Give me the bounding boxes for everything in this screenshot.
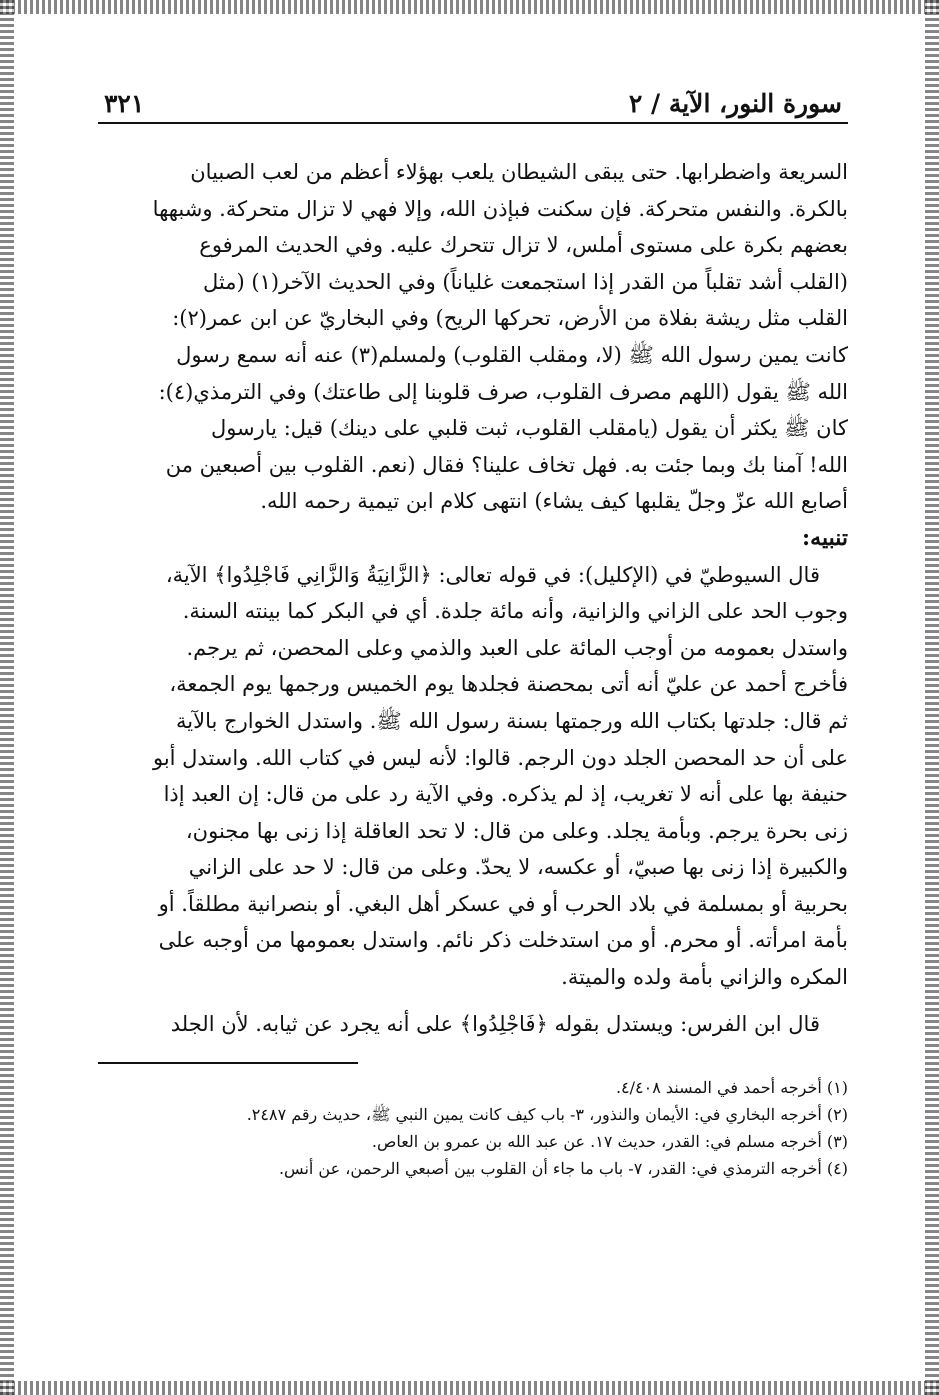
text-line: زنى بحرة يرجم. وبأمة يجلد. وعلى من قال: لا تحد العاقلة إذا زنى بها مجنون، — [185, 818, 848, 843]
footnote: (٣) أخرجه مسلم في: القدر، حديث ١٧. عن عبد الله بن عمرو بن العاص. — [371, 1132, 848, 1152]
text-line: الله ﷺ يقول (اللهم مصرف القلوب، صرف قلوبنا إلى طاعتك) وفي الترمذي(٤): — [158, 379, 848, 404]
page-number: ٣٢١ — [104, 89, 145, 118]
running-header — [98, 78, 848, 124]
text-line: قال السيوطيّ في (الإكليل): في قوله تعالى: ﴿الزَّانِيَةُ وَالزَّانِي فَاجْلِدُوا﴾ الآية، — [165, 562, 820, 587]
text-line: فأخرج أحمد عن عليّ أنه أتى بمحصنة فجلدها يوم الخميس ورجمها يوم الجمعة، — [169, 672, 848, 697]
footnotes — [98, 1074, 848, 1182]
text-line: القلب مثل ريشة بفلاة من الأرض، تحركها الريح) وفي البخاريّ عن ابن عمر(٢): — [172, 306, 848, 331]
page-border-top — [0, 0, 939, 14]
section-heading: تنبيه: — [802, 524, 848, 551]
text-line: والكبيرة إذا زنى بها صبيّ، أو عكسه، لا يحدّ. وعلى من قال: لا حد على الزاني — [188, 855, 848, 880]
text-line: واستدل بعمومه من أوجب المائة على العبد والذمي وعلى المحصن، ثم يرجم. — [186, 635, 848, 660]
text-line: كان ﷺ يكثر أن يقول (يامقلب القلوب، ثبت قلبي على دينك) قيل: يارسول — [210, 416, 848, 441]
text-line: بأمة امرأته. أو محرم. أو من استدخلت ذكر نائم. واستدل بعمومها من أوجبه على — [158, 928, 848, 953]
text-line: حنيفة بها على أنه لا تغريب، إذ لم يذكره. وفي الآية رد على من قال: إن العبد إذا — [163, 782, 848, 807]
text-line: كانت يمين رسول الله ﷺ (لا، ومقلب القلوب) ولمسلم(٣) عنه أنه سمع رسول — [176, 342, 848, 367]
text-line: الله! آمنا بك وبما جئت به. فهل تخاف علينا؟ فقال (نعم. القلوب بين أصبعين من — [165, 452, 848, 477]
text-line: السريعة واضطرابها. حتى يبقى الشيطان يلعب بهؤلاء أعظم من لعب الصبيان — [190, 160, 848, 184]
text-line: (القلب أشد تقلباً من القدر إذا استجمعت غلياناً) وفي الحديث الآخر(١) (مثل — [203, 269, 848, 294]
page-border-left — [0, 0, 14, 1395]
page-border-bottom — [0, 1381, 939, 1395]
footnote: (١) أخرجه أحمد في المسند ٤/٤٠٨. — [615, 1078, 848, 1098]
book-page — [98, 78, 848, 1182]
page-border-right — [925, 0, 939, 1395]
text-line: ثم قال: جلدتها بكتاب الله ورجمتها بسنة رسول الله ﷺ. واستدل الخوارج بالآية — [176, 708, 848, 733]
text-line: على أن حد المحصن الجلد دون الرجم. قالوا: لأنه ليس في كتاب الله. واستدل أبو — [152, 745, 848, 770]
main-text — [98, 154, 848, 1042]
text-line: قال ابن الفرس: ويستدل بقوله ﴿فَاجْلِدُوا﴾ على أنه يجرد عن ثيابه. لأن الجلد — [170, 1011, 820, 1036]
text-line: بحربية أو بمسلمة في بلاد الحرب أو في عسكر أهل البغي. أو بنصرانية مطلقاً. أو — [158, 891, 848, 916]
footnote: (٤) أخرجه الترمذي في: القدر، ٧- باب ما جاء أن القلوب بين أصبعي الرحمن، عن أنس. — [278, 1159, 848, 1179]
text-line: أصابع الله عزّ وجلّ يقلبها كيف يشاء) انتهى كلام ابن تيمية رحمه الله. — [260, 489, 848, 514]
text-line: المكره والزاني بأمة ولده والميتة. — [561, 965, 848, 990]
text-line: وجوب الحد على الزاني والزانية، وأنه مائة جلدة. أي في البكر كما بينته السنة. — [182, 599, 848, 624]
text-line: بعضهم بكرة على مستوى أملس، لا تزال تتحرك عليه. وفي الحديث المرفوع — [199, 233, 848, 258]
footnote-divider — [98, 1062, 358, 1064]
running-title: سورة النور، الآية / ٢ — [628, 89, 842, 118]
text-line: بالكرة. والنفس متحركة. فإن سكنت فبإذن الله، وإلا فهي لا تزال متحركة. وشبهها — [152, 196, 848, 221]
footnote: (٢) أخرجه البخاري في: الأيمان والنذور، ٣- باب كيف كانت يمين النبي ﷺ، حديث رقم ٢٤٨٧. — [246, 1105, 848, 1125]
